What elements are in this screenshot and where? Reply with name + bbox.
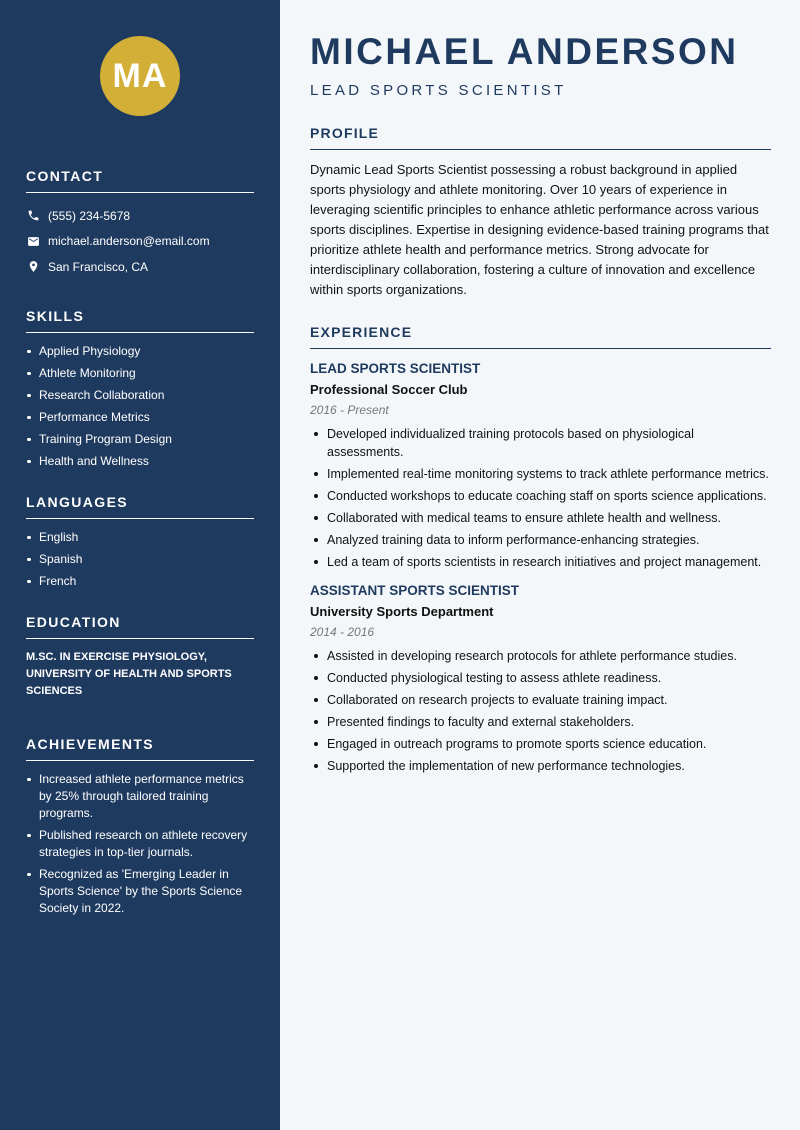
job-bullet: Developed individualized training protocols based on physiological assessments. [310,425,771,461]
email-icon [26,234,40,248]
skill-item: Research Collaboration [26,387,254,404]
skill-item: Applied Physiology [26,343,254,360]
location-text: San Francisco, CA [48,259,149,274]
job-bullets [310,647,771,775]
job-bullets [310,425,771,571]
job-company: University Sports Department [310,604,494,619]
language-item: Spanish [26,551,254,568]
contact-email [26,229,254,255]
achievement-item: Recognized as 'Emerging Leader in Sports Science' by the Sports Science Society in 2022. [26,866,254,917]
initials-avatar: MA [100,36,180,116]
skill-item: Athlete Monitoring [26,365,254,382]
sidebar [0,0,280,1130]
job-bullet: Conducted workshops to educate coaching staff on sports science applications. [310,487,771,505]
job-entry [310,361,771,571]
profile-heading: PROFILE [310,125,771,150]
job-bullet: Led a team of sports scientists in research initiatives and project management. [310,553,771,571]
skill-item: Performance Metrics [26,409,254,426]
job-company: Professional Soccer Club [310,382,468,397]
phone-icon [26,209,40,223]
languages-list [26,529,254,590]
languages-heading: LANGUAGES [26,494,254,519]
job-role: LEAD SPORTS SCIENTIST [310,361,481,376]
education-degree: M.SC. IN EXERCISE PHYSIOLOGY, UNIVERSITY OF HEALTH AND SPORTS SCIENCES [26,650,232,697]
achievement-item: Increased athlete performance metrics by 25% through tailored training programs. [26,771,254,822]
job-bullet: Assisted in developing research protocols for athlete performance studies. [310,647,771,665]
phone-text: (555) 234-5678 [48,208,131,223]
skills-heading: SKILLS [26,308,254,333]
achievements-section [26,736,254,917]
contact-section [26,168,254,280]
language-item: English [26,529,254,546]
education-heading: EDUCATION [26,614,254,639]
email-text: michael.anderson@email.com [48,234,210,249]
education-section [26,614,254,700]
job-bullet: Conducted physiological testing to assess athlete readiness. [310,669,771,687]
main-content [280,0,800,1130]
achievements-list [26,771,254,917]
candidate-name: MICHAEL ANDERSON [310,31,739,72]
job-bullet: Supported the implementation of new performance technologies. [310,757,771,775]
job-bullet: Analyzed training data to inform performance-enhancing strategies. [310,531,771,549]
job-entry [310,583,771,775]
skill-item: Training Program Design [26,431,254,448]
skills-section [26,308,254,470]
location-pin-icon [26,260,40,274]
job-role: ASSISTANT SPORTS SCIENTIST [310,583,520,598]
job-bullet: Collaborated on research projects to evaluate training impact. [310,691,771,709]
profile-section [310,125,771,300]
job-dates: 2014 - 2016 [310,625,375,639]
achievements-heading: ACHIEVEMENTS [26,736,254,761]
languages-section [26,494,254,590]
profile-text: Dynamic Lead Sports Scientist possessing a robust background in applied sports physiology and athlete monitoring. Over 10 years of experience in leveraging scientific principles to enhance athletic performance across various sports disciplines. Expertise in designing evidence-based training programs that prioritize athlete health and performance metrics. Strong advocate for interdisciplinary collaboration, fostering a culture of innovation and excellence within sports organizations. [310,162,769,297]
candidate-title: LEAD SPORTS SCIENTIST [310,82,567,99]
achievement-item: Published research on athlete recovery strategies in top-tier journals. [26,827,254,861]
contact-phone [26,203,254,229]
job-dates: 2016 - Present [310,403,389,417]
skills-list [26,343,254,470]
contact-location [26,254,254,280]
contact-heading: CONTACT [26,168,254,193]
skill-item: Health and Wellness [26,453,254,470]
job-bullet: Collaborated with medical teams to ensure athlete health and wellness. [310,509,771,527]
language-item: French [26,573,254,590]
job-bullet: Presented findings to faculty and external stakeholders. [310,713,771,731]
experience-section [310,324,771,775]
experience-heading: EXPERIENCE [310,324,771,349]
job-bullet: Engaged in outreach programs to promote sports science education. [310,735,771,753]
job-bullet: Implemented real-time monitoring systems to track athlete performance metrics. [310,465,771,483]
